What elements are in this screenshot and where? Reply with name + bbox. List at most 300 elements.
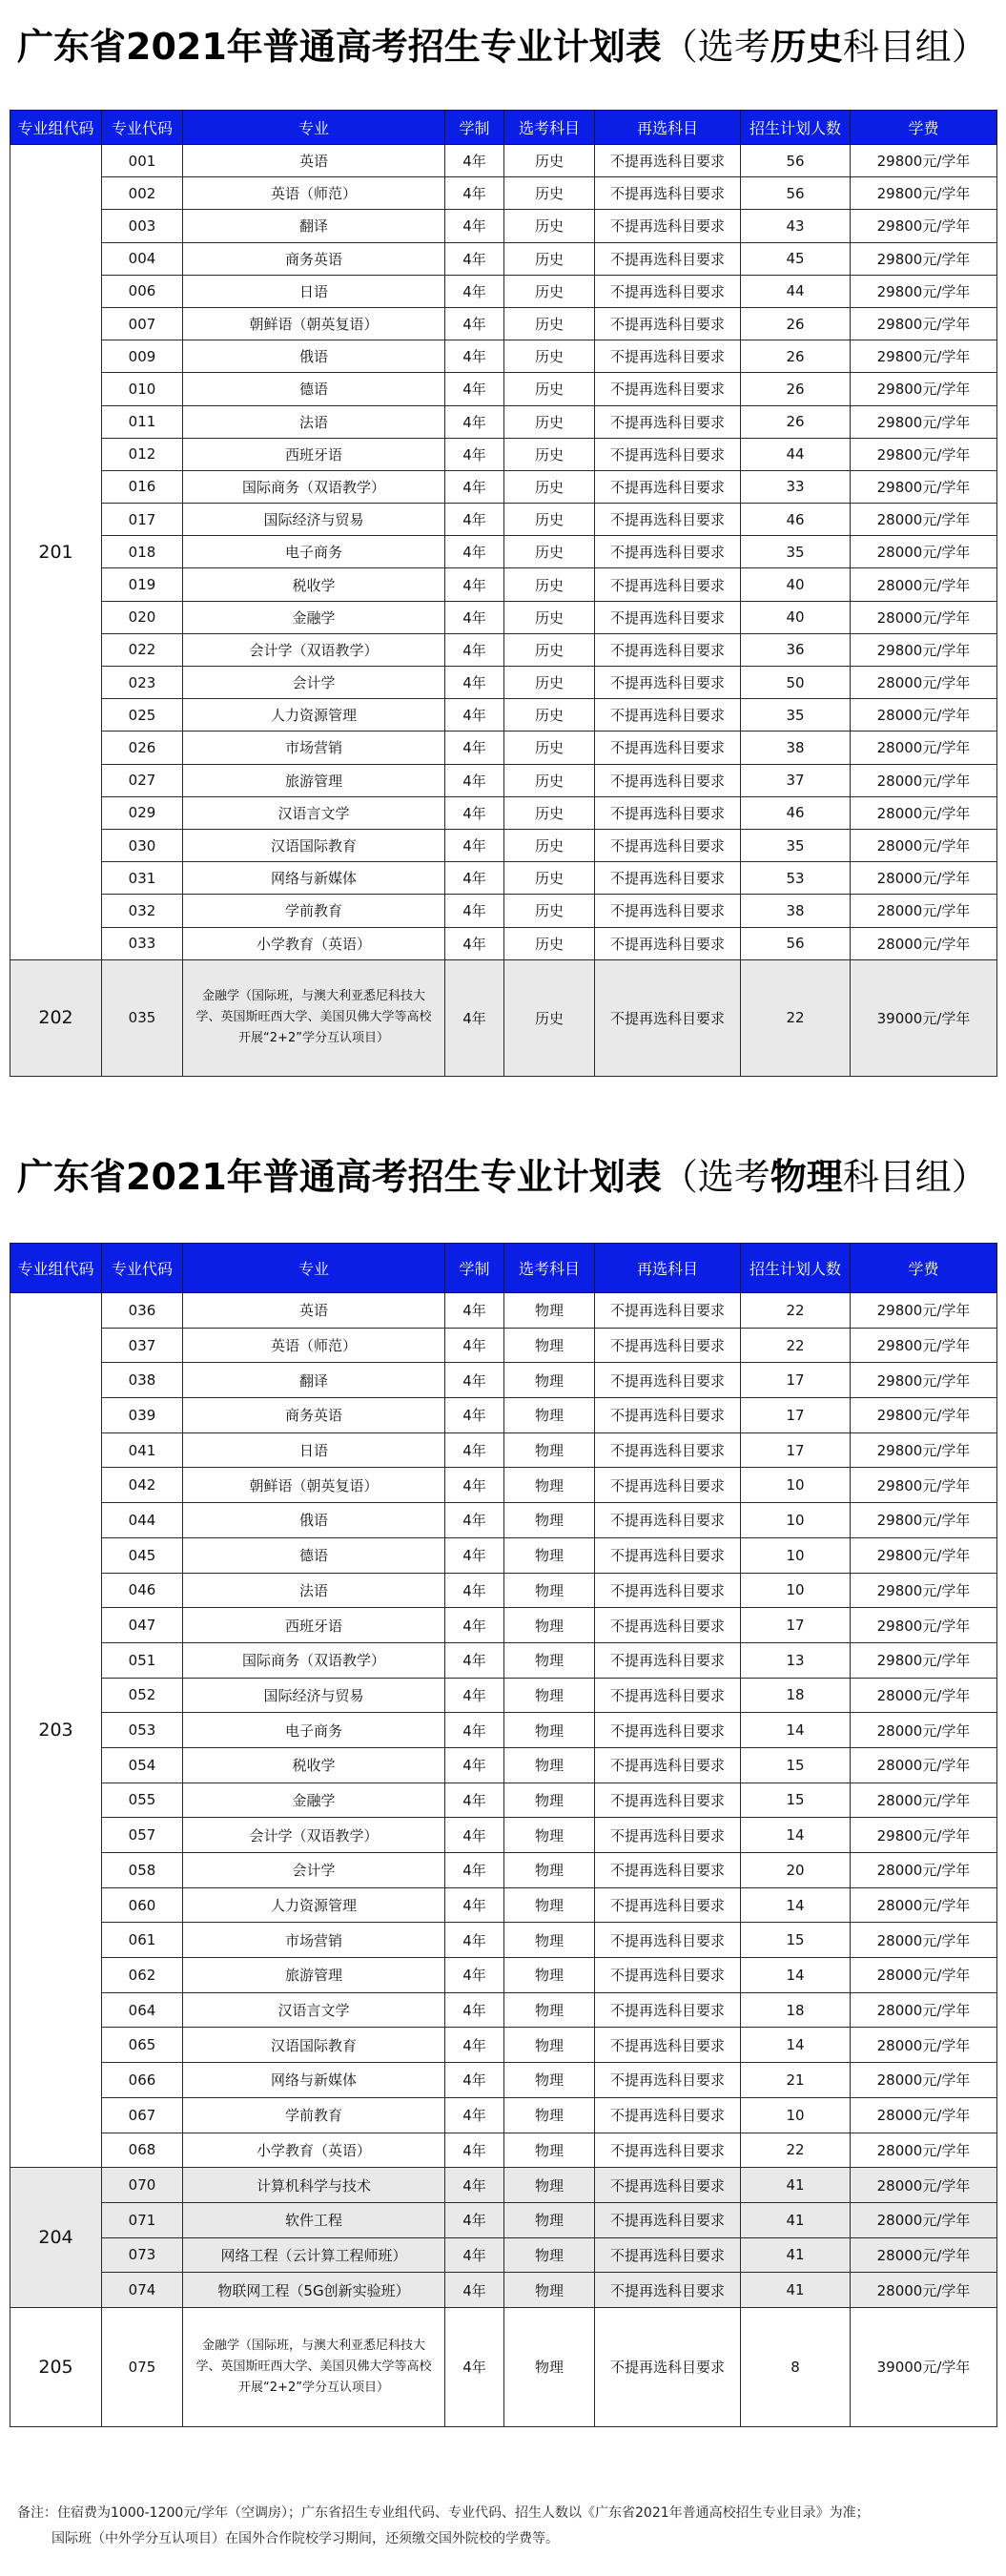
column-header: 再选科目 bbox=[595, 111, 741, 145]
major-name-cell: 商务英语 bbox=[183, 242, 445, 275]
table-row bbox=[10, 2097, 997, 2133]
table-row bbox=[10, 2133, 997, 2168]
reselect-subject-cell: 不提再选科目要求 bbox=[595, 242, 741, 275]
enrollment-count-cell: 15 bbox=[741, 1783, 851, 1818]
duration-cell: 4年 bbox=[445, 1537, 504, 1573]
table-row bbox=[10, 1432, 997, 1468]
major-name-cell: 德语 bbox=[183, 373, 445, 405]
major-name-cell: 会计学 bbox=[183, 1853, 445, 1888]
duration-cell: 4年 bbox=[445, 1398, 504, 1433]
major-name-cell: 旅游管理 bbox=[183, 1958, 445, 1993]
physics-table-body bbox=[10, 1293, 997, 2427]
reselect-subject-cell: 不提再选科目要求 bbox=[595, 633, 741, 666]
group-code-cell: 201 bbox=[10, 145, 102, 960]
enrollment-count-cell: 45 bbox=[741, 242, 851, 275]
duration-cell: 4年 bbox=[445, 536, 504, 568]
required-subject-cell: 历史 bbox=[504, 732, 595, 764]
reselect-subject-cell: 不提再选科目要求 bbox=[595, 1328, 741, 1363]
required-subject-cell: 物理 bbox=[504, 2133, 595, 2168]
major-code-cell: 004 bbox=[102, 242, 183, 275]
tuition-cell: 29800元/学年 bbox=[851, 373, 997, 405]
enrollment-count-cell: 14 bbox=[741, 1958, 851, 1993]
group-code-cell: 202 bbox=[10, 959, 102, 1076]
enrollment-count-cell: 26 bbox=[741, 307, 851, 340]
table-row bbox=[10, 275, 997, 307]
major-code-cell: 029 bbox=[102, 796, 183, 829]
reselect-subject-cell: 不提再选科目要求 bbox=[595, 1887, 741, 1923]
major-code-cell: 045 bbox=[102, 1537, 183, 1573]
required-subject-cell: 物理 bbox=[504, 1293, 595, 1329]
major-name-cell: 英语 bbox=[183, 1293, 445, 1329]
required-subject-cell: 物理 bbox=[504, 2202, 595, 2237]
major-name-cell: 会计学（双语教学） bbox=[183, 1818, 445, 1853]
major-name-cell: 法语 bbox=[183, 1573, 445, 1608]
required-subject-cell: 历史 bbox=[504, 536, 595, 568]
required-subject-cell: 历史 bbox=[504, 959, 595, 1076]
duration-cell: 4年 bbox=[445, 1992, 504, 2028]
tuition-cell: 28000元/学年 bbox=[851, 2202, 997, 2237]
reselect-subject-cell: 不提再选科目要求 bbox=[595, 2133, 741, 2168]
history-title-close: 科目组） bbox=[842, 26, 988, 68]
table-row bbox=[10, 568, 997, 601]
major-name-cell: 翻译 bbox=[183, 1363, 445, 1398]
reselect-subject-cell: 不提再选科目要求 bbox=[595, 438, 741, 470]
required-subject-cell: 物理 bbox=[504, 1747, 595, 1783]
major-name-cell: 国际商务（双语教学） bbox=[183, 1642, 445, 1678]
tuition-cell: 29800元/学年 bbox=[851, 210, 997, 242]
enrollment-count-cell: 17 bbox=[741, 1363, 851, 1398]
required-subject-cell: 历史 bbox=[504, 895, 595, 927]
major-name-cell: 人力资源管理 bbox=[183, 1887, 445, 1923]
required-subject-cell: 物理 bbox=[504, 2237, 595, 2273]
enrollment-count-cell: 10 bbox=[741, 1573, 851, 1608]
major-name-cell: 日语 bbox=[183, 275, 445, 307]
table-row bbox=[10, 242, 997, 275]
major-code-cell: 030 bbox=[102, 829, 183, 861]
major-name-cell: 小学教育（英语） bbox=[183, 2133, 445, 2168]
major-name-cell: 软件工程 bbox=[183, 2202, 445, 2237]
reselect-subject-cell: 不提再选科目要求 bbox=[595, 340, 741, 373]
physics-plan-table bbox=[10, 1243, 997, 2427]
major-code-cell: 027 bbox=[102, 764, 183, 796]
required-subject-cell: 历史 bbox=[504, 633, 595, 666]
enrollment-count-cell: 17 bbox=[741, 1398, 851, 1433]
reselect-subject-cell: 不提再选科目要求 bbox=[595, 1608, 741, 1643]
reselect-subject-cell: 不提再选科目要求 bbox=[595, 1853, 741, 1888]
major-name-cell: 汉语国际教育 bbox=[183, 829, 445, 861]
history-title-main: 广东省2021年普通高考招生专业计划表 bbox=[17, 26, 662, 68]
duration-cell: 4年 bbox=[445, 307, 504, 340]
reselect-subject-cell: 不提再选科目要求 bbox=[595, 1713, 741, 1748]
tuition-cell: 29800元/学年 bbox=[851, 1398, 997, 1433]
reselect-subject-cell: 不提再选科目要求 bbox=[595, 1678, 741, 1713]
column-header: 学费 bbox=[851, 1244, 997, 1293]
table-row bbox=[10, 1398, 997, 1433]
major-name-cell: 学前教育 bbox=[183, 2097, 445, 2133]
duration-cell: 4年 bbox=[445, 405, 504, 438]
required-subject-cell: 物理 bbox=[504, 1468, 595, 1503]
physics-title-main: 广东省2021年普通高考招生专业计划表 bbox=[17, 1156, 662, 1198]
duration-cell: 4年 bbox=[445, 438, 504, 470]
enrollment-count-cell: 35 bbox=[741, 536, 851, 568]
major-name-cell: 英语（师范） bbox=[183, 177, 445, 210]
table-row bbox=[10, 1678, 997, 1713]
tuition-cell: 28000元/学年 bbox=[851, 1958, 997, 1993]
tuition-cell: 29800元/学年 bbox=[851, 1573, 997, 1608]
tuition-cell: 28000元/学年 bbox=[851, 504, 997, 536]
major-name-cell: 英语（师范） bbox=[183, 1328, 445, 1363]
required-subject-cell: 物理 bbox=[504, 1537, 595, 1573]
major-code-cell: 068 bbox=[102, 2133, 183, 2168]
duration-cell: 4年 bbox=[445, 2133, 504, 2168]
required-subject-cell: 物理 bbox=[504, 1887, 595, 1923]
enrollment-count-cell: 44 bbox=[741, 275, 851, 307]
duration-cell: 4年 bbox=[445, 340, 504, 373]
required-subject-cell: 物理 bbox=[504, 1853, 595, 1888]
major-name-cell: 会计学 bbox=[183, 667, 445, 699]
duration-cell: 4年 bbox=[445, 633, 504, 666]
table-row bbox=[10, 438, 997, 470]
duration-cell: 4年 bbox=[445, 1642, 504, 1678]
table-row bbox=[10, 927, 997, 959]
reselect-subject-cell: 不提再选科目要求 bbox=[595, 732, 741, 764]
tuition-cell: 29800元/学年 bbox=[851, 1363, 997, 1398]
tuition-cell: 28000元/学年 bbox=[851, 568, 997, 601]
reselect-subject-cell: 不提再选科目要求 bbox=[595, 405, 741, 438]
table-row bbox=[10, 1713, 997, 1748]
table-row bbox=[10, 2202, 997, 2237]
required-subject-cell: 物理 bbox=[504, 2168, 595, 2203]
enrollment-count-cell: 26 bbox=[741, 373, 851, 405]
major-name-cell: 市场营销 bbox=[183, 732, 445, 764]
required-subject-cell: 物理 bbox=[504, 2028, 595, 2063]
group-code-cell: 204 bbox=[10, 2168, 102, 2308]
duration-cell: 4年 bbox=[445, 1713, 504, 1748]
reselect-subject-cell: 不提再选科目要求 bbox=[595, 2237, 741, 2273]
tuition-cell: 39000元/学年 bbox=[851, 959, 997, 1076]
duration-cell: 4年 bbox=[445, 1678, 504, 1713]
tuition-cell: 29800元/学年 bbox=[851, 275, 997, 307]
major-name-cell: 国际经济与贸易 bbox=[183, 504, 445, 536]
major-code-cell: 031 bbox=[102, 862, 183, 895]
footnote bbox=[17, 2501, 990, 2552]
major-code-cell: 002 bbox=[102, 177, 183, 210]
required-subject-cell: 物理 bbox=[504, 2063, 595, 2098]
major-code-cell: 016 bbox=[102, 470, 183, 503]
required-subject-cell: 历史 bbox=[504, 699, 595, 732]
reselect-subject-cell: 不提再选科目要求 bbox=[595, 536, 741, 568]
table-row bbox=[10, 405, 997, 438]
history-header-row bbox=[10, 111, 997, 145]
duration-cell: 4年 bbox=[445, 1328, 504, 1363]
table-row bbox=[10, 633, 997, 666]
reselect-subject-cell: 不提再选科目要求 bbox=[595, 504, 741, 536]
reselect-subject-cell: 不提再选科目要求 bbox=[595, 210, 741, 242]
reselect-subject-cell: 不提再选科目要求 bbox=[595, 1363, 741, 1398]
table-row bbox=[10, 145, 997, 177]
tuition-cell: 28000元/学年 bbox=[851, 1992, 997, 2028]
reselect-subject-cell: 不提再选科目要求 bbox=[595, 1958, 741, 1993]
tuition-cell: 29800元/学年 bbox=[851, 145, 997, 177]
enrollment-count-cell: 14 bbox=[741, 1887, 851, 1923]
enrollment-count-cell: 18 bbox=[741, 1678, 851, 1713]
reselect-subject-cell: 不提再选科目要求 bbox=[595, 1293, 741, 1329]
major-code-cell: 052 bbox=[102, 1678, 183, 1713]
required-subject-cell: 历史 bbox=[504, 829, 595, 861]
enrollment-count-cell: 26 bbox=[741, 340, 851, 373]
major-code-cell: 009 bbox=[102, 340, 183, 373]
table-row bbox=[10, 2168, 997, 2203]
major-code-cell: 037 bbox=[102, 1328, 183, 1363]
enrollment-count-cell: 10 bbox=[741, 2097, 851, 2133]
major-name-cell: 汉语国际教育 bbox=[183, 2028, 445, 2063]
reselect-subject-cell: 不提再选科目要求 bbox=[595, 1642, 741, 1678]
enrollment-count-cell: 56 bbox=[741, 177, 851, 210]
enrollment-count-cell: 46 bbox=[741, 504, 851, 536]
reselect-subject-cell: 不提再选科目要求 bbox=[595, 145, 741, 177]
enrollment-count-cell: 56 bbox=[741, 927, 851, 959]
major-name-cell: 税收学 bbox=[183, 568, 445, 601]
tuition-cell: 29800元/学年 bbox=[851, 1293, 997, 1329]
required-subject-cell: 历史 bbox=[504, 470, 595, 503]
table-row bbox=[10, 1887, 997, 1923]
reselect-subject-cell: 不提再选科目要求 bbox=[595, 1783, 741, 1818]
duration-cell: 4年 bbox=[445, 796, 504, 829]
table-row bbox=[10, 959, 997, 1076]
enrollment-count-cell: 46 bbox=[741, 796, 851, 829]
group-code-cell: 203 bbox=[10, 1293, 102, 2168]
reselect-subject-cell: 不提再选科目要求 bbox=[595, 1537, 741, 1573]
duration-cell: 4年 bbox=[445, 1923, 504, 1958]
major-name-cell: 国际经济与贸易 bbox=[183, 1678, 445, 1713]
duration-cell: 4年 bbox=[445, 470, 504, 503]
major-name-cell: 汉语言文学 bbox=[183, 796, 445, 829]
column-header: 再选科目 bbox=[595, 1244, 741, 1293]
reselect-subject-cell: 不提再选科目要求 bbox=[595, 1468, 741, 1503]
reselect-subject-cell: 不提再选科目要求 bbox=[595, 1923, 741, 1958]
duration-cell: 4年 bbox=[445, 373, 504, 405]
duration-cell: 4年 bbox=[445, 895, 504, 927]
major-code-cell: 061 bbox=[102, 1923, 183, 1958]
tuition-cell: 29800元/学年 bbox=[851, 1328, 997, 1363]
enrollment-count-cell: 10 bbox=[741, 1468, 851, 1503]
reselect-subject-cell: 不提再选科目要求 bbox=[595, 2063, 741, 2098]
required-subject-cell: 物理 bbox=[504, 1818, 595, 1853]
enrollment-count-cell: 40 bbox=[741, 568, 851, 601]
duration-cell: 4年 bbox=[445, 504, 504, 536]
major-code-cell: 006 bbox=[102, 275, 183, 307]
major-code-cell: 033 bbox=[102, 927, 183, 959]
tuition-cell: 28000元/学年 bbox=[851, 699, 997, 732]
duration-cell: 4年 bbox=[445, 862, 504, 895]
duration-cell: 4年 bbox=[445, 1747, 504, 1783]
tuition-cell: 29800元/学年 bbox=[851, 242, 997, 275]
table-row bbox=[10, 601, 997, 633]
required-subject-cell: 历史 bbox=[504, 504, 595, 536]
major-code-cell: 064 bbox=[102, 1992, 183, 2028]
required-subject-cell: 物理 bbox=[504, 1992, 595, 2028]
table-row bbox=[10, 1468, 997, 1503]
column-header: 专业代码 bbox=[102, 1244, 183, 1293]
table-row bbox=[10, 177, 997, 210]
required-subject-cell: 物理 bbox=[504, 1363, 595, 1398]
table-row bbox=[10, 699, 997, 732]
required-subject-cell: 历史 bbox=[504, 340, 595, 373]
duration-cell: 4年 bbox=[445, 732, 504, 764]
enrollment-count-cell: 53 bbox=[741, 862, 851, 895]
tuition-cell: 29800元/学年 bbox=[851, 1608, 997, 1643]
column-header: 专业代码 bbox=[102, 111, 183, 145]
enrollment-count-cell: 22 bbox=[741, 2133, 851, 2168]
enrollment-count-cell: 17 bbox=[741, 1608, 851, 1643]
major-code-cell: 042 bbox=[102, 1468, 183, 1503]
major-name-cell: 朝鲜语（朝英复语） bbox=[183, 307, 445, 340]
required-subject-cell: 历史 bbox=[504, 438, 595, 470]
duration-cell: 4年 bbox=[445, 1432, 504, 1468]
reselect-subject-cell: 不提再选科目要求 bbox=[595, 1992, 741, 2028]
tuition-cell: 28000元/学年 bbox=[851, 1747, 997, 1783]
major-code-cell: 054 bbox=[102, 1747, 183, 1783]
duration-cell: 4年 bbox=[445, 829, 504, 861]
major-name-cell: 朝鲜语（朝英复语） bbox=[183, 1468, 445, 1503]
enrollment-count-cell: 18 bbox=[741, 1992, 851, 2028]
table-row bbox=[10, 470, 997, 503]
reselect-subject-cell: 不提再选科目要求 bbox=[595, 2202, 741, 2237]
major-code-cell: 017 bbox=[102, 504, 183, 536]
tuition-cell: 28000元/学年 bbox=[851, 601, 997, 633]
enrollment-count-cell: 22 bbox=[741, 959, 851, 1076]
enrollment-count-cell: 50 bbox=[741, 667, 851, 699]
table-row bbox=[10, 1608, 997, 1643]
major-code-cell: 011 bbox=[102, 405, 183, 438]
duration-cell: 4年 bbox=[445, 568, 504, 601]
enrollment-count-cell: 40 bbox=[741, 601, 851, 633]
table-row bbox=[10, 796, 997, 829]
table-row bbox=[10, 764, 997, 796]
enrollment-count-cell: 20 bbox=[741, 1853, 851, 1888]
duration-cell: 4年 bbox=[445, 1783, 504, 1818]
required-subject-cell: 历史 bbox=[504, 667, 595, 699]
enrollment-count-cell: 26 bbox=[741, 405, 851, 438]
table-row bbox=[10, 1642, 997, 1678]
duration-cell: 4年 bbox=[445, 1608, 504, 1643]
reselect-subject-cell: 不提再选科目要求 bbox=[595, 2307, 741, 2426]
reselect-subject-cell: 不提再选科目要求 bbox=[595, 2097, 741, 2133]
duration-cell: 4年 bbox=[445, 1958, 504, 1993]
major-name-cell: 小学教育（英语） bbox=[183, 927, 445, 959]
major-code-cell: 038 bbox=[102, 1363, 183, 1398]
tuition-cell: 28000元/学年 bbox=[851, 1887, 997, 1923]
enrollment-count-cell: 14 bbox=[741, 1713, 851, 1748]
enrollment-count-cell: 15 bbox=[741, 1923, 851, 1958]
major-name-cell: 法语 bbox=[183, 405, 445, 438]
required-subject-cell: 历史 bbox=[504, 242, 595, 275]
column-header: 专业组代码 bbox=[10, 1244, 102, 1293]
major-code-cell: 062 bbox=[102, 1958, 183, 1993]
tuition-cell: 28000元/学年 bbox=[851, 1678, 997, 1713]
major-name-cell: 翻译 bbox=[183, 210, 445, 242]
table-row bbox=[10, 2237, 997, 2273]
tuition-cell: 28000元/学年 bbox=[851, 895, 997, 927]
tuition-cell: 28000元/学年 bbox=[851, 1853, 997, 1888]
major-name-cell: 电子商务 bbox=[183, 536, 445, 568]
major-code-cell: 007 bbox=[102, 307, 183, 340]
major-name-cell: 商务英语 bbox=[183, 1398, 445, 1433]
table-row bbox=[10, 1747, 997, 1783]
enrollment-count-cell: 13 bbox=[741, 1642, 851, 1678]
table-row bbox=[10, 895, 997, 927]
table-row bbox=[10, 1992, 997, 2028]
duration-cell: 4年 bbox=[445, 667, 504, 699]
duration-cell: 4年 bbox=[445, 2097, 504, 2133]
tuition-cell: 29800元/学年 bbox=[851, 470, 997, 503]
tuition-cell: 28000元/学年 bbox=[851, 862, 997, 895]
history-plan-title bbox=[17, 17, 988, 70]
major-code-cell: 001 bbox=[102, 145, 183, 177]
enrollment-count-cell: 33 bbox=[741, 470, 851, 503]
enrollment-count-cell: 41 bbox=[741, 2273, 851, 2308]
tuition-cell: 29800元/学年 bbox=[851, 1468, 997, 1503]
reselect-subject-cell: 不提再选科目要求 bbox=[595, 2028, 741, 2063]
enrollment-count-cell: 15 bbox=[741, 1747, 851, 1783]
major-code-cell: 057 bbox=[102, 1818, 183, 1853]
physics-title-open: （选考 bbox=[661, 1156, 770, 1198]
major-code-cell: 018 bbox=[102, 536, 183, 568]
major-name-cell: 国际商务（双语教学） bbox=[183, 470, 445, 503]
duration-cell: 4年 bbox=[445, 1573, 504, 1608]
physics-title-close: 科目组） bbox=[842, 1156, 988, 1198]
enrollment-count-cell: 41 bbox=[741, 2168, 851, 2203]
history-table-body bbox=[10, 145, 997, 1077]
table-row bbox=[10, 2273, 997, 2308]
major-name-cell: 计算机科学与技术 bbox=[183, 2168, 445, 2203]
required-subject-cell: 物理 bbox=[504, 1923, 595, 1958]
duration-cell: 4年 bbox=[445, 2028, 504, 2063]
tuition-cell: 28000元/学年 bbox=[851, 2063, 997, 2098]
enrollment-count-cell: 41 bbox=[741, 2202, 851, 2237]
major-name-cell: 金融学 bbox=[183, 1783, 445, 1818]
table-row bbox=[10, 1328, 997, 1363]
tuition-cell: 29800元/学年 bbox=[851, 1642, 997, 1678]
table-row bbox=[10, 210, 997, 242]
tuition-cell: 29800元/学年 bbox=[851, 633, 997, 666]
major-code-cell: 075 bbox=[102, 2307, 183, 2426]
history-title-open: （选考 bbox=[661, 26, 770, 68]
enrollment-count-cell: 38 bbox=[741, 732, 851, 764]
major-code-cell: 055 bbox=[102, 1783, 183, 1818]
required-subject-cell: 物理 bbox=[504, 1958, 595, 1993]
major-name-cell: 德语 bbox=[183, 1537, 445, 1573]
enrollment-count-cell: 44 bbox=[741, 438, 851, 470]
column-header: 学费 bbox=[851, 111, 997, 145]
enrollment-count-cell: 14 bbox=[741, 2028, 851, 2063]
major-name-cell: 俄语 bbox=[183, 340, 445, 373]
table-row bbox=[10, 1363, 997, 1398]
major-code-cell: 023 bbox=[102, 667, 183, 699]
required-subject-cell: 物理 bbox=[504, 1432, 595, 1468]
table-row bbox=[10, 2307, 997, 2426]
enrollment-count-cell: 10 bbox=[741, 1503, 851, 1538]
table-row bbox=[10, 373, 997, 405]
required-subject-cell: 物理 bbox=[504, 2097, 595, 2133]
tuition-cell: 28000元/学年 bbox=[851, 2097, 997, 2133]
duration-cell: 4年 bbox=[445, 1363, 504, 1398]
reselect-subject-cell: 不提再选科目要求 bbox=[595, 373, 741, 405]
reselect-subject-cell: 不提再选科目要求 bbox=[595, 667, 741, 699]
duration-cell: 4年 bbox=[445, 2273, 504, 2308]
reselect-subject-cell: 不提再选科目要求 bbox=[595, 699, 741, 732]
enrollment-count-cell: 10 bbox=[741, 1537, 851, 1573]
